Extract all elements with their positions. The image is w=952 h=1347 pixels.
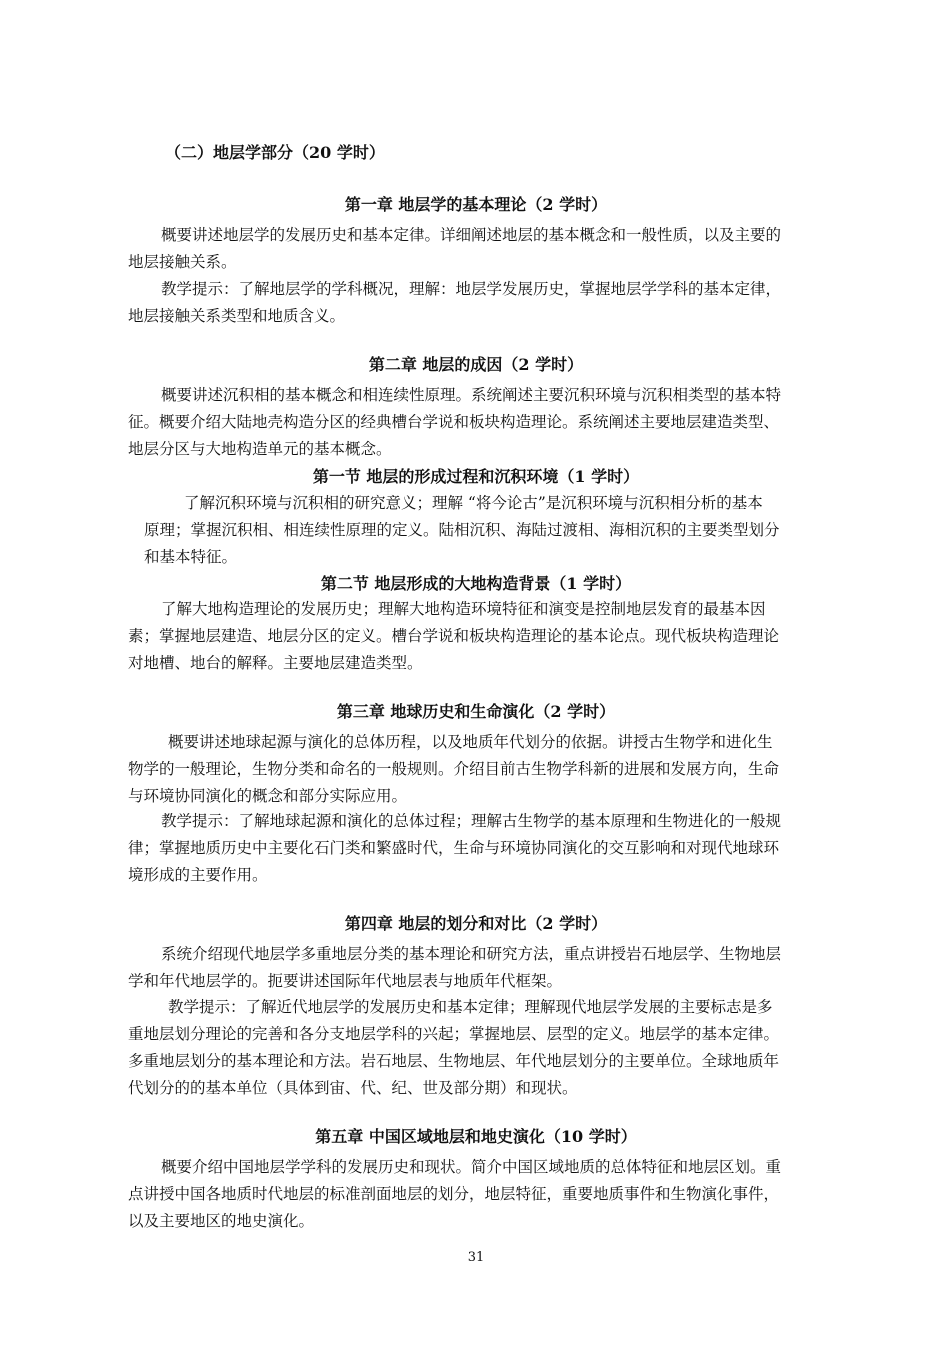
section-2-paragraph bbox=[128, 596, 828, 677]
chapter-2-paragraph-1 bbox=[128, 382, 828, 463]
text-line: 原理；掌握沉积相、相连续性原理的定义。陆相沉积、海陆过渡相、海相沉积的主要类型划分 bbox=[144, 521, 780, 539]
text-line: 重地层划分理论的完善和各分支地层学科的兴起；掌握地层、层型的定义。地层学的基本定律。 bbox=[128, 1025, 780, 1043]
text-line: 地层接触关系。 bbox=[128, 253, 237, 271]
text-line: 了解大地构造理论的发展历史；理解大地构造环境特征和演变是控制地层发育的最基本因 bbox=[161, 600, 766, 618]
section-2-title: 第二节 地层形成的大地构造背景（1 学时） bbox=[320, 574, 632, 593]
text-line: 了解沉积环境与沉积相的研究意义；理解 “将今论古”是沉积环境与沉积相分析的基本 bbox=[184, 494, 763, 512]
text-line: 物学的一般理论，生物分类和命名的一般规则。介绍目前古生物学科新的进展和发展方向，生命 bbox=[128, 760, 780, 778]
chapter-2-title: 第二章 地层的成因（2 学时） bbox=[368, 355, 584, 374]
text-line: 对地槽、地台的解释。主要地层建造类型。 bbox=[128, 654, 423, 672]
text-line: 概要讲述地层学的发展历史和基本定律。详细阐述地层的基本概念和一般性质，以及主要的 bbox=[161, 226, 782, 244]
text-line: 律；掌握地质历史中主要化石门类和繁盛时代，生命与环境协同演化的交互影响和对现代地球环 bbox=[128, 839, 780, 857]
text-line: 系统介绍现代地层学多重地层分类的基本理论和研究方法，重点讲授岩石地层学、生物地层 bbox=[161, 945, 782, 963]
text-line: 多重地层划分的基本理论和方法。岩石地层、生物地层、年代地层划分的主要单位。全球地质年 bbox=[128, 1052, 780, 1070]
chapter-3-paragraph-1 bbox=[128, 729, 828, 810]
text-line: 点讲授中国各地质时代地层的标准剖面地层的划分，地层特征，重要地质事件和生物演化事件， bbox=[128, 1185, 780, 1203]
chapter-1-paragraph-2 bbox=[128, 276, 828, 330]
text-line: 和基本特征。 bbox=[144, 548, 238, 566]
text-line: 境形成的主要作用。 bbox=[128, 866, 268, 884]
chapter-1-paragraph-1 bbox=[128, 222, 828, 276]
text-line: 地层分区与大地构造单元的基本概念。 bbox=[128, 440, 392, 458]
text-line: 地层接触关系类型和地质含义。 bbox=[128, 307, 346, 325]
text-line: 以及主要地区的地史演化。 bbox=[128, 1212, 315, 1230]
text-line: 教学提示：了解近代地层学的发展历史和基本定律；理解现代地层学发展的主要标志是多 bbox=[168, 998, 773, 1016]
chapter-3-paragraph-2 bbox=[128, 808, 828, 889]
text-line: 代划分的的基本单位（具体到宙、代、纪、世及部分期）和现状。 bbox=[128, 1079, 578, 1097]
text-line: 概要讲述沉积相的基本概念和相连续性原理。系统阐述主要沉积环境与沉积相类型的基本特 bbox=[161, 386, 782, 404]
section-1-paragraph bbox=[144, 490, 828, 571]
chapter-4-paragraph-1 bbox=[128, 941, 828, 995]
chapter-4-title: 第四章 地层的划分和对比（2 学时） bbox=[344, 914, 608, 933]
text-line: 概要介绍中国地层学学科的发展历史和现状。简介中国区域地质的总体特征和地层区划。重 bbox=[161, 1158, 782, 1176]
part-title: （二）地层学部分（20 学时） bbox=[165, 143, 385, 162]
text-line: 概要讲述地球起源与演化的总体历程，以及地质年代划分的依据。讲授古生物学和进化生 bbox=[168, 733, 773, 751]
section-1-title: 第一节 地层的形成过程和沉积环境（1 学时） bbox=[312, 467, 640, 486]
text-line: 与环境协同演化的概念和部分实际应用。 bbox=[128, 787, 408, 805]
text-line: 学和年代地层学的。扼要讲述国际年代地层表与地质年代框架。 bbox=[128, 972, 563, 990]
chapter-5-title: 第五章 中国区域地层和地史演化（10 学时） bbox=[315, 1127, 637, 1146]
text-line: 教学提示：了解地层学的学科概况，理解：地层学发展历史，掌握地层学学科的基本定律， bbox=[161, 280, 782, 298]
text-line: 征。概要介绍大陆地壳构造分区的经典槽台学说和板块构造理论。系统阐述主要地层建造类型、 bbox=[128, 413, 780, 431]
chapter-1-title: 第一章 地层学的基本理论（2 学时） bbox=[344, 195, 608, 214]
page-number: 31 bbox=[467, 1250, 485, 1265]
chapter-4-paragraph-2 bbox=[128, 994, 828, 1102]
chapter-5-paragraph-1 bbox=[128, 1154, 828, 1235]
text-line: 教学提示：了解地球起源和演化的总体过程；理解古生物学的基本原理和生物进化的一般规 bbox=[161, 812, 782, 830]
chapter-3-title: 第三章 地球历史和生命演化（2 学时） bbox=[336, 702, 616, 721]
text-line: 素；掌握地层建造、地层分区的定义。槽台学说和板块构造理论的基本论点。现代板块构造理论 bbox=[128, 627, 780, 645]
